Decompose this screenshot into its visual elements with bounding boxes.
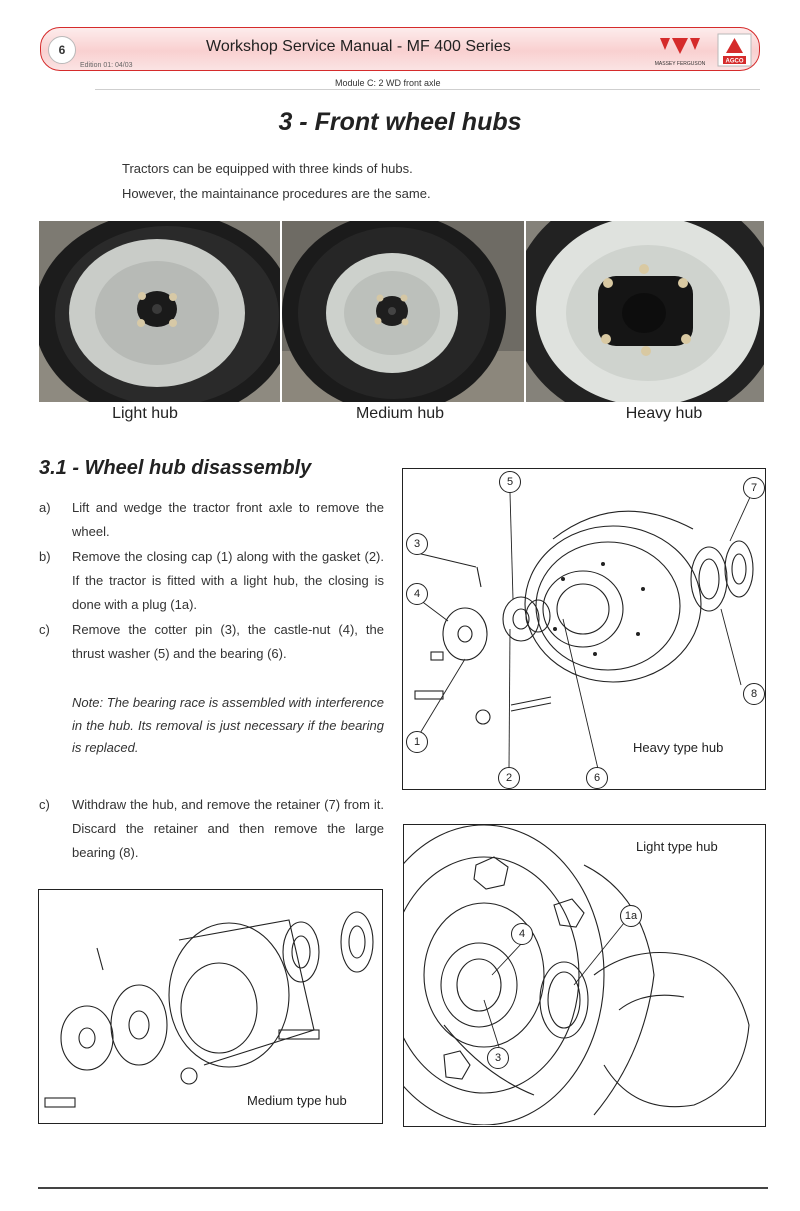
mf-logo-text: MASSEY FERGUSON bbox=[654, 61, 706, 67]
callout-1a: 1a bbox=[620, 905, 642, 927]
callout-1: 1 bbox=[406, 731, 428, 753]
light-hub-label: Light hub bbox=[112, 405, 178, 422]
medium-hub-figure bbox=[38, 889, 383, 1124]
medium-hub-drawing bbox=[39, 890, 381, 1122]
step-letter: c) bbox=[39, 622, 50, 637]
step-letter: a) bbox=[39, 500, 51, 515]
step-text: Remove the cotter pin (3), the castle-nut (4), the thrust washer (5) and the bearing (6). bbox=[72, 622, 384, 661]
callout-6: 6 bbox=[586, 767, 608, 789]
intro-line-2: However, the maintainance procedures are the same. bbox=[122, 186, 431, 201]
light-hub-photo bbox=[39, 221, 280, 402]
subsection-title: 3.1 - Wheel hub disassembly bbox=[39, 457, 312, 479]
module-label: Module C: 2 WD front axle bbox=[335, 78, 441, 88]
agco-logo-text: AGCO bbox=[725, 58, 744, 65]
massey-ferguson-logo bbox=[650, 34, 710, 68]
step-c bbox=[39, 618, 384, 666]
step-letter: b) bbox=[39, 549, 51, 564]
intro-line-1: Tractors can be equipped with three kinds of hubs. bbox=[122, 161, 413, 176]
callout-3: 3 bbox=[487, 1047, 509, 1069]
medium-hub-photo bbox=[282, 221, 524, 402]
step-text: Withdraw the hub, and remove the retainer (7) from it. Discard the retainer and then remove the large bearing (8). bbox=[72, 797, 384, 860]
light-hub-figure-label: Light type hub bbox=[636, 839, 718, 854]
agco-logo bbox=[717, 33, 752, 67]
callout-4: 4 bbox=[511, 923, 533, 945]
step-c2 bbox=[39, 793, 384, 865]
light-hub-drawing bbox=[404, 825, 764, 1125]
step-letter: c) bbox=[39, 797, 50, 812]
step-b bbox=[39, 545, 384, 617]
heavy-hub-figure bbox=[402, 468, 766, 790]
heavy-hub-photo bbox=[526, 221, 764, 402]
callout-2: 2 bbox=[498, 767, 520, 789]
light-hub-figure bbox=[403, 824, 766, 1127]
step-a bbox=[39, 496, 384, 544]
heavy-hub-figure-label: Heavy type hub bbox=[633, 740, 724, 755]
section-title: 3 - Front wheel hubs bbox=[278, 108, 522, 136]
note-text: Note: The bearing race is assembled with interference in the hub. Its removal is just necessary if the bearing is replaced. bbox=[72, 695, 384, 755]
step-text: Lift and wedge the tractor front axle to remove the wheel. bbox=[72, 500, 384, 539]
heavy-hub-label: Heavy hub bbox=[625, 405, 703, 422]
edition-label: Edition 01: 04/03 bbox=[80, 62, 133, 69]
page-number: 6 bbox=[48, 36, 76, 64]
step-text: Remove the closing cap (1) along with the gasket (2). If the tractor is fitted with a light hub, the closing is done with a plug (1a). bbox=[72, 549, 384, 612]
callout-5: 5 bbox=[499, 471, 521, 493]
callout-3: 3 bbox=[406, 533, 428, 555]
callout-8: 8 bbox=[743, 683, 765, 705]
manual-title: Workshop Service Manual - MF 400 Series bbox=[206, 38, 511, 55]
medium-hub-figure-label: Medium type hub bbox=[247, 1093, 347, 1108]
footer-divider bbox=[38, 1187, 768, 1189]
callout-4: 4 bbox=[406, 583, 428, 605]
module-divider bbox=[95, 89, 760, 90]
callout-7: 7 bbox=[743, 477, 765, 499]
medium-hub-label: Medium hub bbox=[355, 405, 445, 422]
